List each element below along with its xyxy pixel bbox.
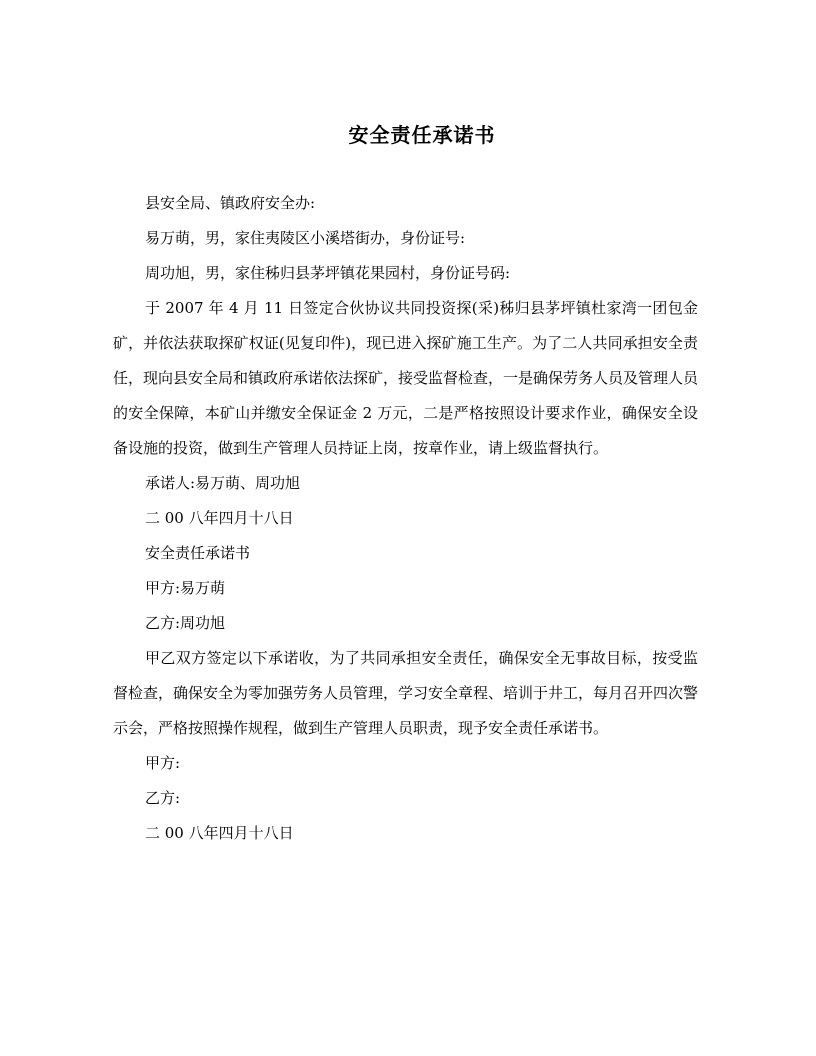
second-title: 安全责任承诺书	[145, 544, 251, 562]
addressee-line: 县安全局、镇政府安全办:	[145, 194, 316, 212]
party-b-line: 乙方:周功旭	[145, 614, 226, 632]
party-two-info: 周功旭，男，家住秭归县茅坪镇花果园村，身份证号码:	[145, 264, 511, 282]
document-title: 安全责任承诺书	[348, 123, 496, 147]
signatories-line: 承诺人:易万萌、周功旭	[145, 474, 301, 492]
agreement-paragraph: 甲乙双方签定以下承诺收，为了共同承担安全责任，确保安全无事故目标，按受监督检查，确保安全为零加强劳务人员管理，学习安全章程、培训于井工，每月召开四次警示会，严格按照操作规程，做到生产管理人员职责，现予安全责任承诺书。	[113, 649, 699, 737]
date-line: 二 00 八年四月十八日	[145, 509, 294, 527]
party-a-signature: 甲方:	[145, 754, 181, 772]
party-one-info: 易万萌，男，家住夷陵区小溪塔街办，身份证号:	[145, 229, 466, 247]
document-body	[113, 186, 698, 851]
final-date-line: 二 00 八年四月十八日	[145, 824, 294, 842]
party-a-line: 甲方:易万萌	[145, 579, 226, 597]
commitment-paragraph: 于 2007 年 4 月 11 日签定合伙协议共同投资探(采)秭归县茅坪镇杜家湾一团包金矿，并依法获取探矿权证(见复印件)，现已进入探矿施工生产。为了二人共同承担安全责任，现向县安全局和镇政府承诺依法探矿，接受监督检查，一是确保劳务人员及管理人员的安全保障，本矿山并缴安全保证金 2 万元，二是严格按照设计要求作业，确保安全设备设施的投资，做到生产管理人员持证上岗，按章作业，请上级监督执行。	[113, 299, 699, 457]
party-b-signature: 乙方:	[145, 789, 181, 807]
